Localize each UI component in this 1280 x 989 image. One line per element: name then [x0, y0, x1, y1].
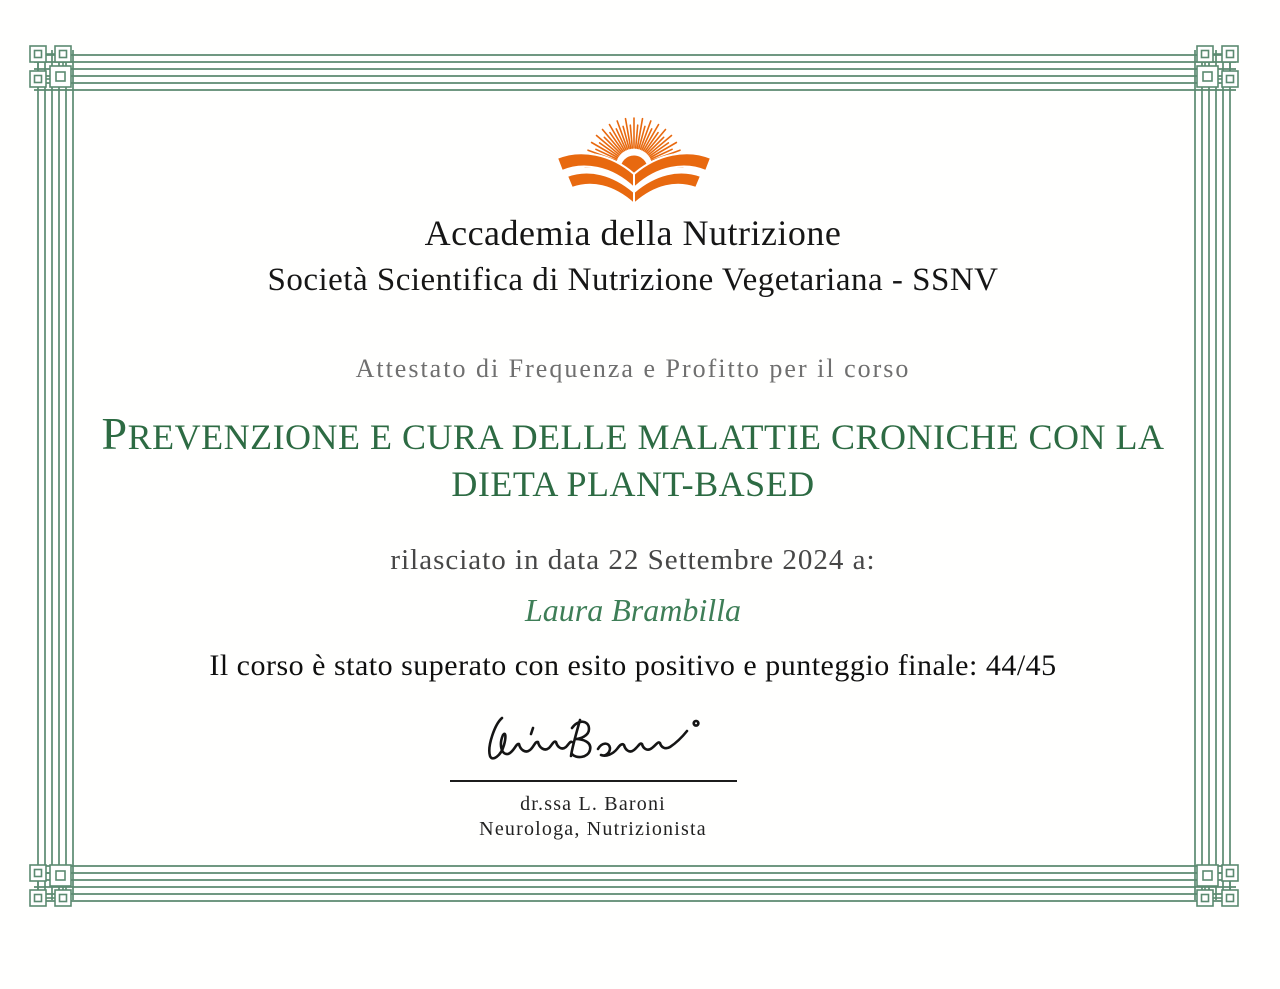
course-title-line-2: DIETA PLANT-BASED [451, 464, 815, 504]
signer-title: Neurologa, Nutrizionista [479, 818, 707, 840]
corner-knot-top-right [1197, 46, 1238, 87]
corner-knot-bottom-left [30, 865, 71, 906]
society-name: Società Scientifica di Nutrizione Vegetariana - SSNV [267, 262, 999, 298]
signature-block [423, 704, 763, 842]
book-left-pages [557, 153, 634, 204]
recipient-name: Laura Brambilla [524, 592, 742, 628]
corner-knot-bottom-right [1197, 865, 1238, 906]
handwritten-signature-icon [468, 704, 718, 776]
signer-name: dr.ssa L. Baroni [520, 793, 666, 815]
academy-name: Accademia della Nutrizione [424, 213, 842, 253]
attestation-line: Attestato di Frequenza e Profitto per il corso [355, 354, 911, 383]
book-right-pages [634, 153, 711, 204]
result-line: Il corso è stato superato con esito positivo e punteggio finale: 44/45 [209, 649, 1057, 682]
signature-line [450, 780, 737, 782]
course-title-line-1: PREVENZIONE E CURA DELLE MALATTIE CRONICHE CON LA [101, 408, 1165, 459]
corner-knot-top-left [30, 46, 71, 87]
academy-logo [549, 112, 719, 207]
issue-date-line: rilasciato in data 22 Settembre 2024 a: [390, 544, 876, 576]
